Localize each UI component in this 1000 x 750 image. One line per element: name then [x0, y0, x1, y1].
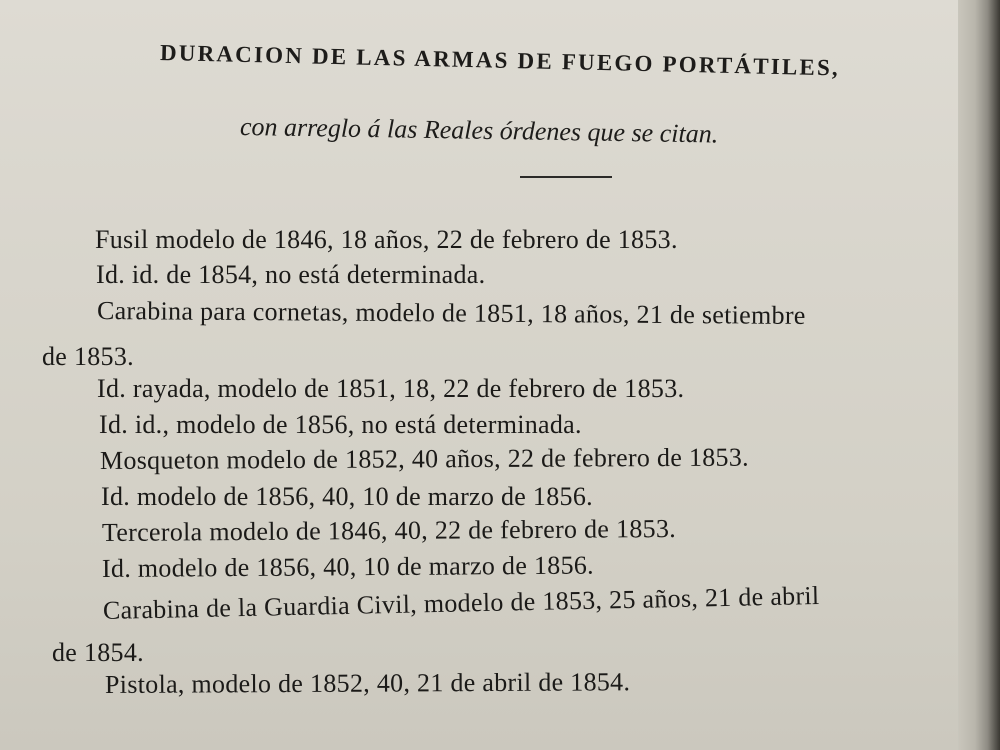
title-divider [520, 176, 612, 178]
entry-line-4: Id. rayada, modelo de 1851, 18, 22 de febrero de 1853. [97, 374, 685, 403]
page-subtitle: con arreglo á las Reales órdenes que se citan. [239, 112, 719, 149]
entry-line-1: Fusil modelo de 1846, 18 años, 22 de febrero de 1853. [95, 225, 678, 254]
entry-line-5: Id. id., modelo de 1856, no está determinada. [99, 410, 582, 439]
entry-line-9: Id. modelo de 1856, 40, 10 de marzo de 1856. [101, 550, 595, 583]
entry-line-8: Tercerola modelo de 1846, 40, 22 de febrero de 1853. [101, 513, 677, 547]
entry-line-3-continued: de 1853. [42, 342, 134, 371]
entry-line-10-continued: de 1854. [52, 638, 144, 667]
page-edge [958, 0, 1000, 750]
page-title: DURACION DE LAS ARMAS DE FUEGO PORTÁTILES, [159, 40, 841, 81]
entry-line-6: Mosqueton modelo de 1852, 40 años, 22 de febrero de 1853. [99, 442, 749, 475]
entry-line-11: Pistola, modelo de 1852, 40, 21 de abril de 1854. [104, 667, 631, 699]
entry-line-7: Id. modelo de 1856, 40, 10 de marzo de 1856. [101, 482, 593, 511]
entry-line-3: Carabina para cornetas, modelo de 1851, 18 años, 21 de setiembre [96, 296, 806, 330]
entry-line-10: Carabina de la Guardia Civil, modelo de 1853, 25 años, 21 de abril [102, 580, 820, 625]
entry-line-2: Id. id. de 1854, no está determinada. [96, 260, 486, 289]
